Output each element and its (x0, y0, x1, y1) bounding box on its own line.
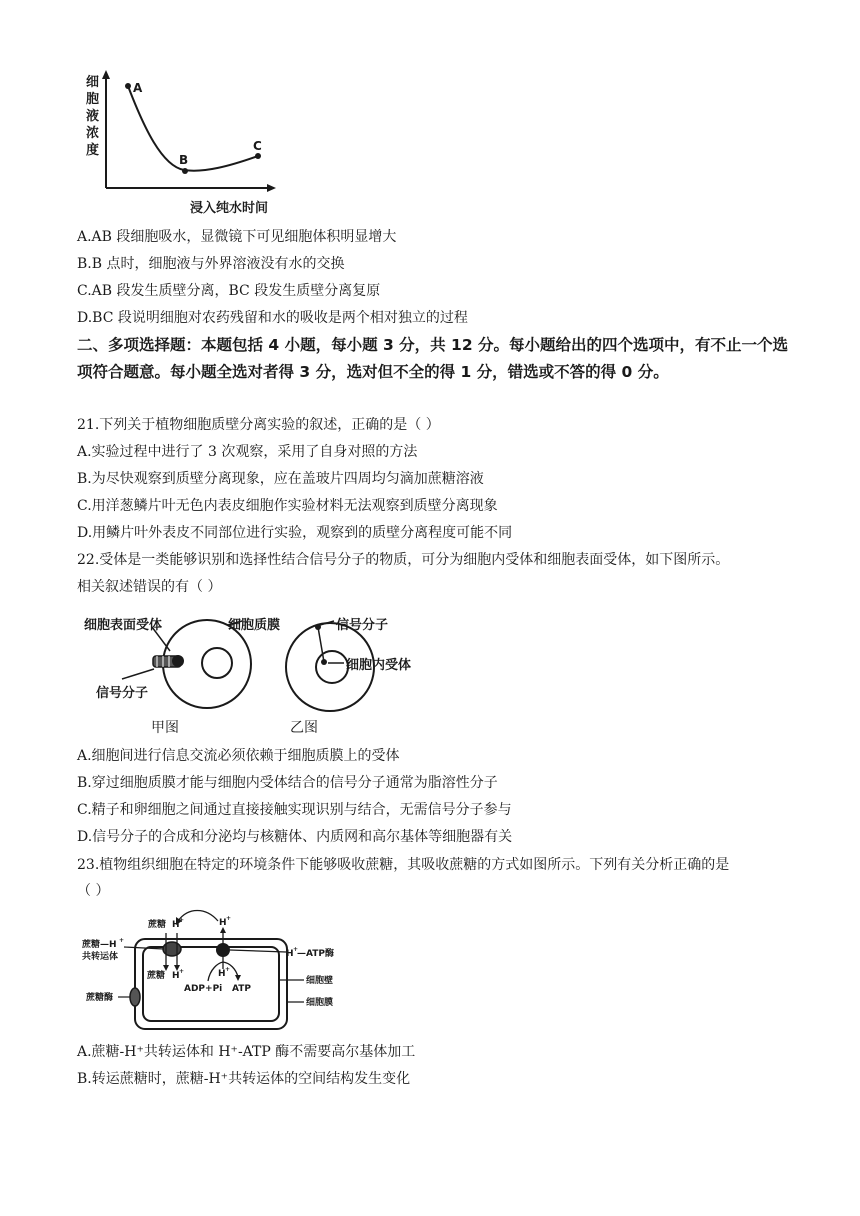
h-atpase-label: —ATP酶 (297, 949, 335, 959)
svg-text:+: + (179, 917, 185, 924)
h-top-label: H (172, 920, 180, 930)
point-c-label: C (253, 139, 262, 153)
q21-stem: 21.下列关于植物细胞质壁分离实验的叙述，正确的是（ ） (77, 417, 440, 433)
signal-molecule-label-right: 信号分子 (336, 618, 389, 633)
q22-option-a: A.细胞间进行信息交流必须依赖于细胞质膜上的受体 (77, 748, 400, 764)
receptor-figure (82, 607, 462, 717)
sucrase-enzyme (130, 988, 140, 1006)
q20-option-d: D.BC 段说明细胞对农药残留和水的吸收是两个相对独立的过程 (77, 310, 468, 326)
cell-membrane-label: 细胞膜 (306, 998, 334, 1008)
inner-receptor-label: 细胞内受体 (346, 658, 412, 673)
membrane-label: 细胞质膜 (228, 618, 281, 633)
y-label-char: 胞 (86, 92, 100, 107)
h-atpase-label-prefix: H (286, 949, 294, 959)
q20-option-c: C.AB 段发生质壁分离，BC 段发生质壁分离复原 (77, 283, 381, 299)
q23-stem-line1: 23.植物组织细胞在特定的环境条件下能够吸收蔗糖，其吸收蔗糖的方式如图所示。下列有关分析正确的是 (77, 857, 730, 873)
sucrose-in-label: 蔗糖 (147, 971, 166, 981)
q21-option-a: A.实验过程中进行了 3 次观察，采用了自身对照的方法 (77, 444, 418, 460)
svg-text:+: + (179, 968, 185, 975)
y-label-char: 液 (86, 109, 100, 124)
sucrose-top-label: 蔗糖 (148, 920, 167, 930)
x-axis-label: 浸入纯水时间 (190, 201, 269, 216)
point-b (182, 168, 188, 174)
svg-text:+: + (119, 937, 125, 944)
svg-text:+: + (226, 915, 232, 922)
figure-caption-right: 乙图 (290, 720, 318, 736)
q23-stem-line2: （ ） (77, 883, 110, 899)
cotransporter-label-2: 共转运体 (82, 952, 119, 962)
q22-stem-line1: 22.受体是一类能够识别和选择性结合信号分子的物质，可分为细胞内受体和细胞表面受体，如下图所示。 (77, 552, 730, 568)
adp-label: ADP+Pi (184, 984, 223, 994)
q20-option-b: B.B 点时，细胞液与外界溶液没有水的交换 (77, 256, 345, 272)
h-arc-label: H (219, 918, 227, 928)
cotransporter-label-1: 蔗糖—H (82, 940, 117, 950)
nucleus-left (202, 648, 232, 678)
atp-label: ATP (232, 984, 252, 994)
figure-caption-left: 甲图 (151, 720, 179, 736)
q22-stem-line2: 相关叙述错误的有（ ） (77, 579, 222, 595)
svg-text:+: + (225, 966, 231, 973)
signal-molecule-left (172, 655, 184, 667)
point-c (255, 153, 261, 159)
section-2-heading: 二、多项选择题：本题包括 4 小题，每小题 3 分，共 12 分。每小题给出的四个选项中，有不止一个选项符合题意。每小题全选对者得 3 分，选对但不全的得 1 分，错选或不答的得 0 分。 (77, 336, 789, 381)
h-in-label-2: H (218, 969, 226, 979)
y-label-char: 细 (86, 75, 100, 90)
concentration-curve (128, 86, 258, 171)
q21-option-d: D.用鳞片叶外表皮不同部位进行实验，观察到的质壁分离程度可能不同 (77, 525, 513, 541)
concentration-curve-figure (82, 70, 302, 220)
q20-option-a: A.AB 段细胞吸水，显微镜下可见细胞体积明显增大 (77, 229, 397, 245)
q22-option-b: B.穿过细胞质膜才能与细胞内受体结合的信号分子通常为脂溶性分子 (77, 775, 498, 791)
y-axis-arrow (102, 70, 110, 79)
q23-option-a: A.蔗糖-H⁺共转运体和 H⁺-ATP 酶不需要高尔基体加工 (77, 1044, 416, 1060)
q21-option-c: C.用洋葱鳞片叶无色内表皮细胞作实验材料无法观察到质壁分离现象 (77, 498, 498, 514)
svg-text:+: + (293, 946, 299, 953)
sucrase-label: 蔗糖酶 (86, 993, 114, 1003)
signal-molecule-label-left: 信号分子 (96, 686, 149, 701)
point-b-label: B (179, 153, 189, 167)
x-axis-arrow (267, 184, 276, 192)
point-a (125, 83, 131, 89)
point-a-label: A (133, 81, 143, 95)
q23-option-b: B.转运蔗糖时，蔗糖-H⁺共转运体的空间结构发生变化 (77, 1071, 411, 1087)
nucleus-right (316, 651, 348, 683)
cell-wall-label: 细胞壁 (306, 976, 334, 986)
h-in-label: H (172, 971, 180, 981)
q21-option-b: B.为尽快观察到质壁分离现象，应在盖玻片四周均匀滴加蔗糖溶液 (77, 471, 484, 487)
q22-option-d: D.信号分子的合成和分泌均与核糖体、内质网和高尔基体等细胞器有关 (77, 829, 513, 845)
surface-receptor-label: 细胞表面受体 (84, 618, 163, 633)
sucrose-transport-figure (80, 907, 360, 1037)
q22-option-c: C.精子和卵细胞之间通过直接接触实现识别与结合，无需信号分子参与 (77, 802, 512, 818)
y-label-char: 度 (86, 143, 100, 158)
y-label-char: 浓 (86, 126, 100, 141)
